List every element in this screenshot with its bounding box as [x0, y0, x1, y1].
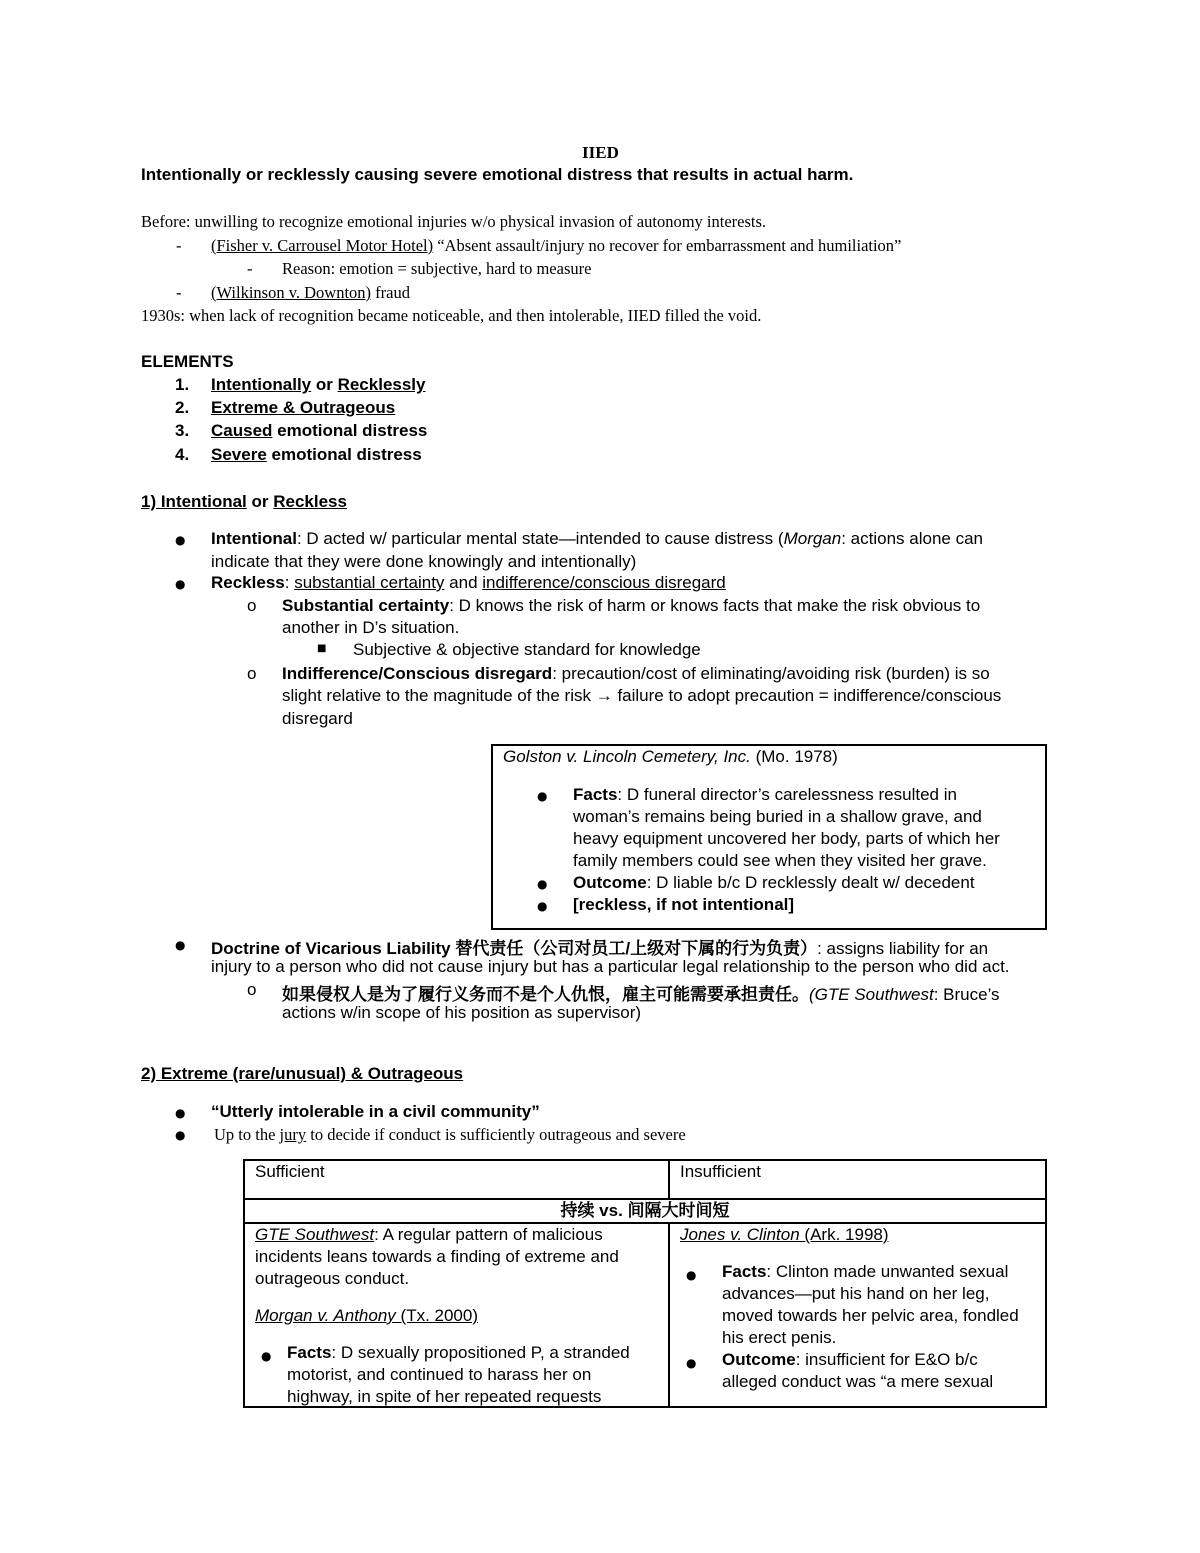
bullet-icon: ●: [175, 938, 186, 952]
section2-heading: 2) Extreme (rare/unusual) & Outrageous: [141, 1064, 464, 1083]
golston-outcome: [573, 873, 975, 893]
jury-term: jury: [279, 1125, 307, 1144]
wilkinson-text: fraud: [371, 283, 410, 302]
bullet-icon: ●: [686, 1268, 697, 1282]
term-text: : D knows the risk of harm or knows facts that make the risk obvious to: [449, 596, 981, 615]
element-text: emotional distress: [272, 421, 428, 440]
cell-text: : A regular pattern of malicious incidents leans towards a finding of extreme and outrageous conduct.: [255, 1225, 619, 1288]
element-term: Intentionally: [211, 375, 312, 394]
element-item: [211, 398, 395, 418]
subcert-line: [282, 596, 980, 616]
element-item: [211, 445, 422, 465]
utterly-quote: “Utterly intolerable in a civil community”: [211, 1102, 540, 1121]
indiff-line-3: disregard: [282, 709, 353, 728]
sub-text: : Bruce’s: [933, 985, 1000, 1004]
term-label: Doctrine of Vicarious Liability 替代责任（公司对员工/上级对下属的行为负责）: [211, 939, 818, 958]
reason-text: Reason: emotion = subjective, hard to measure: [282, 259, 592, 278]
sub-bold: 如果侵权人是为了履行义务而不是个人仇恨，雇主可能需要承担责任。: [282, 985, 809, 1004]
golston-note: [reckless, if not intentional]: [573, 895, 795, 914]
vicarious-line: [211, 934, 988, 959]
dash-bullet: -: [176, 236, 182, 255]
case-name: Morgan: [783, 529, 842, 548]
element-number: 4.: [175, 445, 190, 464]
subjective-text: Subjective & objective standard for knowledge: [353, 640, 701, 659]
before-intro: Before: unwilling to recognize emotional injuries w/o physical invasion of autonomy interests.: [141, 212, 767, 231]
element-number: 3.: [175, 421, 190, 440]
term-text: : actions alone can: [841, 529, 983, 548]
wilkinson-line: [211, 283, 410, 303]
bullet-icon: ●: [175, 577, 186, 591]
jury-text: Up to the: [214, 1125, 280, 1144]
table-header-sufficient: Sufficient: [244, 1160, 669, 1199]
case-name: Golston v. Lincoln Cemetery, Inc.: [503, 747, 751, 766]
wilkinson-case: (Wilkinson v. Downton): [211, 283, 372, 302]
intentional-line: [211, 529, 983, 549]
term-text: indifference/conscious disregard: [482, 573, 726, 592]
element-term: Severe: [211, 445, 267, 464]
term-text: : precaution/cost of eliminating/avoiding risk (burden) is so: [552, 664, 990, 683]
dash-bullet: -: [247, 259, 253, 278]
term-label: Reckless: [211, 573, 285, 592]
term-label: Facts: [573, 785, 618, 804]
element-term: Caused: [211, 421, 273, 440]
page-title: IIED: [582, 143, 619, 162]
case-name: (GTE Southwest: [809, 985, 934, 1004]
comparison-table: [243, 1159, 1047, 1408]
elements-heading: ELEMENTS: [141, 352, 234, 371]
table-banner: 持续 vs. 间隔大时间短: [244, 1199, 1046, 1223]
term-label: Indifference/Conscious disregard: [282, 664, 553, 683]
element-text: emotional distress: [266, 445, 422, 464]
section1-heading: [141, 492, 347, 512]
bullet-o: o: [247, 980, 257, 999]
element-item: [211, 421, 427, 441]
bullet-icon: ●: [175, 1106, 186, 1120]
bullet-o: o: [247, 596, 257, 615]
golston-facts-line: family members could see when they visited her grave.: [573, 851, 987, 870]
facts-text: : D sexually propositioned P, a stranded motorist, and continued to harass her on highway, in spite of her repeated requests: [287, 1343, 630, 1406]
element-term: Extreme & Outrageous: [211, 398, 396, 417]
term-label: Outcome: [573, 873, 647, 892]
term-text: : assigns liability for an: [817, 939, 989, 958]
definition: Intentionally or recklessly causing severe emotional distress that results in actual harm.: [141, 165, 854, 184]
reckless-line: [211, 573, 726, 593]
intentional-line-2: indicate that they were done knowingly and intentionally): [211, 552, 637, 571]
indiff-line-2: slight relative to the magnitude of the risk → failure to adopt precaution = indifference/conscious: [282, 686, 1002, 705]
indiff-line: [282, 664, 990, 684]
bullet-o: o: [247, 664, 257, 683]
element-connector: or: [311, 375, 338, 394]
fisher-case: (Fisher v. Carrousel Motor Hotel): [211, 236, 434, 255]
sufficient-cell: [244, 1223, 669, 1407]
bullet-icon: ●: [175, 533, 186, 547]
golston-facts-line: heavy equipment uncovered her body, parts of which her: [573, 829, 1000, 848]
golston-facts: [573, 785, 957, 805]
element-item: [211, 375, 425, 395]
term-label: Intentional: [211, 529, 297, 548]
history-text: 1930s: when lack of recognition became noticeable, and then intolerable, IIED filled the void.: [141, 306, 762, 325]
bullet-icon: ●: [175, 1128, 186, 1142]
bullet-icon: ●: [537, 789, 548, 803]
element-number: 1.: [175, 375, 190, 394]
fisher-text: “Absent assault/injury no recover for embarrassment and humiliation”: [433, 236, 902, 255]
bullet-icon: ●: [686, 1356, 697, 1370]
element-term: Recklessly: [337, 375, 426, 394]
facts-text: : Clinton made unwanted sexual advances—put his hand on her leg, moved towards her pelvic area, fondled his erect penis.: [722, 1262, 1019, 1347]
court-info: (Tx. 2000): [395, 1306, 479, 1325]
heading-part: 1) Intentional: [141, 492, 247, 511]
golston-facts-line: woman’s remains being buried in a shallow grave, and: [573, 807, 982, 826]
fisher-line: [211, 236, 901, 256]
element-number: 2.: [175, 398, 190, 417]
term-text: : D acted w/ particular mental state—intended to cause distress (: [296, 529, 784, 548]
case-name: Morgan v. Anthony: [255, 1306, 396, 1325]
bullet-icon: ●: [537, 899, 548, 913]
vicarious-line-2: injury to a person who did not cause injury but has a particular legal relationship to the person who did act.: [211, 957, 1010, 976]
heading-part: Reckless: [273, 492, 347, 511]
case-name: GTE Southwest: [255, 1225, 375, 1244]
term-label: Outcome: [722, 1350, 796, 1369]
vicarious-sub-line-2: actions w/in scope of his position as supervisor): [282, 1003, 642, 1022]
case-name: Jones v. Clinton: [680, 1225, 800, 1244]
court-info: (Mo. 1978): [750, 747, 838, 766]
outcome-text: : insufficient for E&O b/c alleged conduct was “a mere sexual: [722, 1350, 994, 1391]
square-bullet-icon: ■: [317, 643, 327, 654]
outcome-text: : D liable b/c D recklessly dealt w/ decedent: [646, 873, 975, 892]
term-text: :: [284, 573, 295, 592]
term-label: Facts: [722, 1262, 767, 1281]
insufficient-cell: [669, 1223, 1046, 1407]
term-text: and: [444, 573, 483, 592]
term-label: Substantial certainty: [282, 596, 450, 615]
court-info: (Ark. 1998): [799, 1225, 889, 1244]
term-label: Facts: [287, 1343, 332, 1362]
jury-text: to decide if conduct is sufficiently outrageous and severe: [306, 1125, 686, 1144]
vicarious-sub: [282, 980, 1000, 1005]
subcert-line-2: another in D’s situation.: [282, 618, 460, 637]
dash-bullet: -: [176, 283, 182, 302]
jury-line: [214, 1125, 686, 1145]
bullet-icon: ●: [261, 1349, 272, 1363]
facts-text: : D funeral director’s carelessness resulted in: [617, 785, 957, 804]
term-text: substantial certainty: [294, 573, 445, 592]
bullet-icon: ●: [537, 877, 548, 891]
table-header-insufficient: Insufficient: [669, 1160, 1046, 1199]
golston-heading: [503, 747, 838, 767]
heading-part: or: [246, 492, 274, 511]
